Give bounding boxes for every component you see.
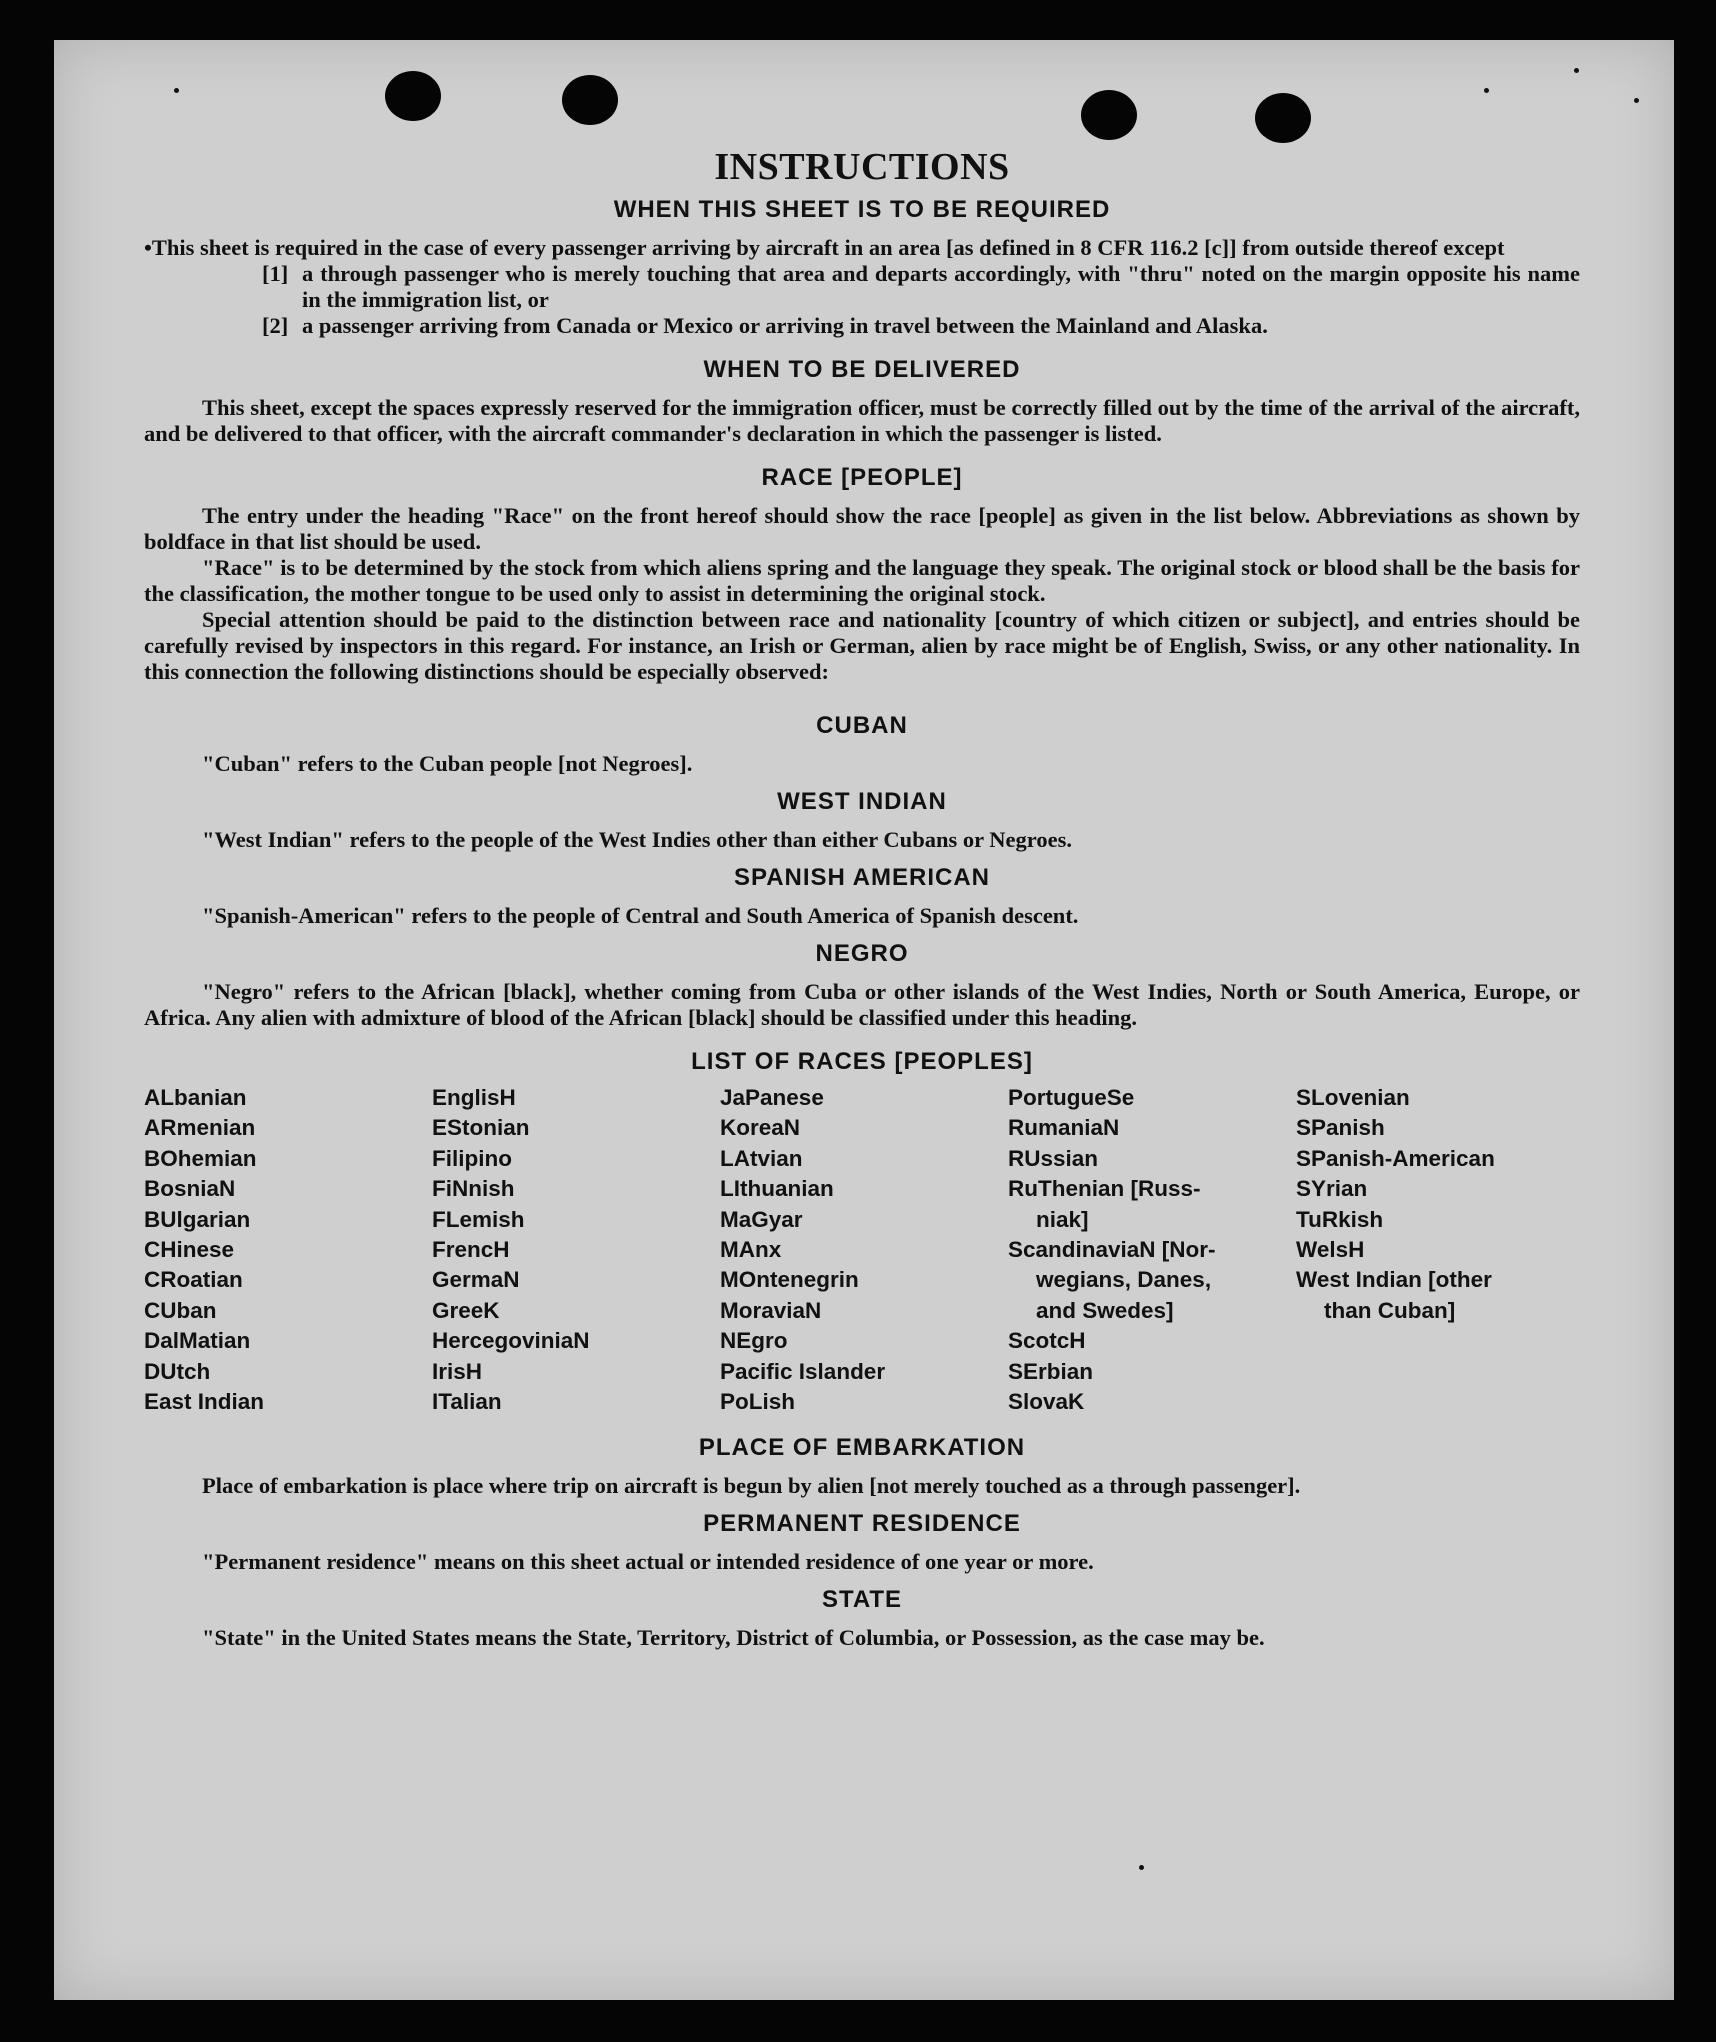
race-item: SlovaK — [1008, 1389, 1085, 1415]
race-item: KoreaN — [720, 1115, 801, 1141]
race-item: HercegoviniaN — [432, 1328, 590, 1354]
race-item: ALbanian — [144, 1085, 247, 1110]
punch-hole — [1255, 93, 1311, 143]
race-item: RUssian — [1008, 1145, 1099, 1171]
heading-state: STATE — [821, 1586, 903, 1614]
race-item: EnglisH — [432, 1085, 516, 1110]
speck — [174, 88, 179, 93]
race-item: GermaN — [432, 1267, 520, 1293]
punch-hole — [1081, 90, 1137, 140]
race-item: ScotcH — [1008, 1328, 1086, 1354]
race-item: Pacific Islander — [720, 1358, 886, 1384]
spanish-american-text: "Spanish-American" refers to the people of Central and South America of Spanish descent. — [202, 903, 1079, 928]
race-item: LIthuanian — [720, 1176, 834, 1202]
heading-list-of-races: LIST OF RACES [PEOPLES] — [691, 1048, 1033, 1075]
delivered-text: This sheet, except the spaces expressly reserved for the immigration officer, must be correctly filled out by the time of the arrival of the aircraft, and be delivered to that officer, with the aircraft commander's declaration in which the passenger is listed. — [144, 395, 1580, 446]
race-item: CRoatian — [144, 1267, 243, 1293]
race-item: NEgro — [720, 1328, 788, 1354]
race-paragraph-2: "Race" is to be determined by the stock from which aliens spring and the language they speak. The original stock or blood shall be the basis for the classification, the mother tongue to be used only to assist in determining the original stock. — [144, 555, 1580, 606]
race-item: wegians, Danes, — [1036, 1267, 1212, 1293]
exception-text: a passenger arriving from Canada or Mexico or arriving in travel between the Mainland and Alaska. — [302, 313, 1268, 338]
negro-text: "Negro" refers to the African [black], whether coming from Cuba or other islands of the West Indies, North or South America, Europe, or Africa. Any alien with admixture of blood of the African [black] should be classified under this heading. — [144, 979, 1580, 1030]
race-item: DalMatian — [144, 1328, 251, 1354]
race-item: DUtch — [144, 1358, 211, 1384]
race-item: SErbian — [1008, 1358, 1094, 1384]
permanent-residence-text: "Permanent residence" means on this sheet actual or intended residence of one year or more. — [202, 1549, 1094, 1575]
race-item: SYrian — [1296, 1176, 1368, 1202]
race-item: EStonian — [432, 1115, 530, 1141]
race-item: MAnx — [720, 1237, 782, 1263]
heading-race: RACE [PEOPLE] — [761, 464, 963, 491]
races-column-2 — [432, 1083, 720, 1417]
required-intro: •This sheet is required in the case of every passenger arriving by aircraft in an area [as defined in 8 CFR 116.2 [c]] from outside thereof except — [144, 235, 1505, 260]
instructions-content — [144, 145, 1580, 1651]
race-item: BOhemian — [144, 1145, 257, 1171]
race-item: than Cuban] — [1324, 1297, 1456, 1323]
race-item: JaPanese — [720, 1085, 824, 1110]
race-item: ScandinaviaN [Nor- — [1008, 1237, 1216, 1263]
race-item: BosniaN — [144, 1176, 236, 1202]
races-column-3 — [720, 1083, 1008, 1417]
races-column-1 — [144, 1083, 432, 1417]
race-item: CHinese — [144, 1237, 235, 1263]
race-item: CUban — [144, 1297, 217, 1323]
heading-spanish-american: SPANISH AMERICAN — [733, 864, 990, 891]
exception-text: a through passenger who is merely touching that area and departs accordingly, with "thru" noted on the margin opposite his name in the immigration list, or — [302, 261, 1580, 312]
embarkation-text: Place of embarkation is place where trip on aircraft is begun by alien [not merely touched as a through passenger]. — [202, 1473, 1301, 1499]
race-item: SPanish-American — [1296, 1145, 1495, 1171]
speck — [1139, 1865, 1144, 1870]
race-item: MaGyar — [720, 1206, 803, 1232]
speck — [1484, 88, 1489, 93]
race-item: GreeK — [432, 1297, 500, 1323]
race-item: IrisH — [432, 1358, 483, 1384]
race-item: RuThenian [Russ- — [1008, 1176, 1201, 1202]
exception-item-2 — [262, 313, 1580, 339]
punch-hole — [562, 75, 618, 125]
race-item: PoLish — [720, 1389, 796, 1415]
exception-item-1 — [262, 261, 1580, 313]
race-item: MOntenegrin — [720, 1267, 859, 1293]
page-title: INSTRUCTIONS — [714, 146, 1010, 188]
speck — [1634, 98, 1639, 103]
race-item: ARmenian — [144, 1115, 256, 1141]
race-item: FLemish — [432, 1206, 525, 1232]
race-item: BUlgarian — [144, 1206, 251, 1232]
heading-required: WHEN THIS SHEET IS TO BE REQUIRED — [613, 196, 1111, 223]
race-item: FrencH — [432, 1237, 510, 1263]
race-item: niak] — [1036, 1206, 1089, 1232]
exception-number: [2] — [262, 313, 289, 338]
race-item: West Indian [other — [1296, 1267, 1492, 1293]
race-item: ITalian — [432, 1389, 502, 1415]
heading-west-indian: WEST INDIAN — [777, 788, 947, 815]
heading-delivered: WHEN TO BE DELIVERED — [703, 356, 1021, 383]
races-column-4 — [1008, 1083, 1296, 1417]
race-item: Filipino — [432, 1145, 512, 1171]
race-item: LAtvian — [720, 1145, 803, 1171]
race-item: MoraviaN — [720, 1297, 822, 1323]
race-item: FiNnish — [432, 1176, 515, 1202]
race-item: RumaniaN — [1008, 1115, 1120, 1141]
race-item: East Indian — [144, 1389, 265, 1415]
exception-number: [1] — [262, 261, 289, 286]
cuban-text: "Cuban" refers to the Cuban people [not Negroes]. — [202, 751, 693, 776]
heading-embarkation: PLACE OF EMBARKATION — [698, 1434, 1026, 1462]
state-text: "State" in the United States means the State, Territory, District of Columbia, or Possession, as the case may be. — [202, 1625, 1265, 1651]
document-page — [54, 40, 1674, 2000]
speck — [1574, 68, 1579, 73]
heading-cuban: CUBAN — [816, 712, 908, 739]
heading-permanent-residence: PERMANENT RESIDENCE — [703, 1510, 1021, 1538]
race-item: TuRkish — [1296, 1206, 1384, 1232]
race-paragraph-3: Special attention should be paid to the distinction between race and nationality [country of which citizen or subject], and entries should be carefully revised by inspectors in this regard. For instance, an Irish or German, alien by race might be of English, Swiss, or any other nationality. In this connection the following distinctions should be especially observed: — [144, 607, 1580, 684]
races-column-5 — [1296, 1083, 1580, 1417]
races-list — [144, 1083, 1580, 1417]
west-indian-text: "West Indian" refers to the people of the West Indies other than either Cubans or Negroes. — [202, 827, 1072, 852]
race-paragraph-1: The entry under the heading "Race" on the front hereof should show the race [people] as given in the list below. Abbreviations as shown by boldface in that list should be used. — [144, 503, 1580, 554]
race-item: PortugueSe — [1008, 1085, 1135, 1110]
race-item: and Swedes] — [1036, 1297, 1174, 1323]
heading-negro: NEGRO — [815, 940, 909, 967]
punch-hole — [385, 71, 441, 121]
race-item: SLovenian — [1296, 1085, 1410, 1110]
race-item: WelsH — [1296, 1237, 1365, 1263]
race-item: SPanish — [1296, 1115, 1385, 1141]
